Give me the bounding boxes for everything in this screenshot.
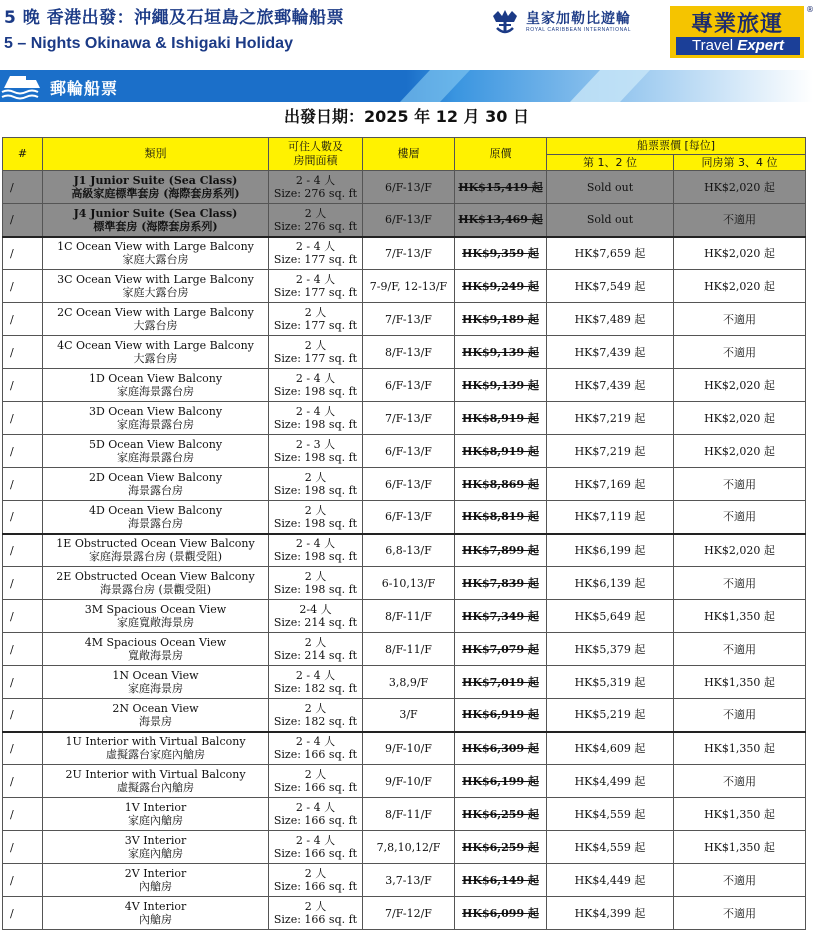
row-number: / bbox=[3, 897, 43, 930]
cabin-category: 3C Ocean View with Large Balcony 家庭大露台房 bbox=[43, 270, 269, 303]
deck-floors: 3/F bbox=[363, 699, 455, 732]
original-price: HK$6,149 起 bbox=[455, 864, 547, 897]
fare-guest-1-2: HK$4,609 起 bbox=[547, 732, 674, 765]
cabin-category: 2C Ocean View with Large Balcony 大露台房 bbox=[43, 303, 269, 336]
table-row bbox=[3, 369, 806, 402]
original-price: HK$6,099 起 bbox=[455, 897, 547, 930]
original-price: HK$15,419 起 bbox=[455, 171, 547, 204]
cabin-category: 2V Interior 內艙房 bbox=[43, 864, 269, 897]
fare-guest-1-2: HK$4,399 起 bbox=[547, 897, 674, 930]
row-number: / bbox=[3, 303, 43, 336]
cabin-category: 2U Interior with Virtual Balcony 虛擬露台內艙房 bbox=[43, 765, 269, 798]
fare-guest-3-4: 不適用 bbox=[674, 567, 806, 600]
fare-guest-3-4: HK$2,020 起 bbox=[674, 270, 806, 303]
row-number: / bbox=[3, 237, 43, 270]
row-number: / bbox=[3, 864, 43, 897]
row-number: / bbox=[3, 732, 43, 765]
cabin-category: 5D Ocean View Balcony 家庭海景露台房 bbox=[43, 435, 269, 468]
row-number: / bbox=[3, 699, 43, 732]
fare-guest-3-4: HK$2,020 起 bbox=[674, 402, 806, 435]
row-number: / bbox=[3, 369, 43, 402]
fare-guest-1-2: Sold out bbox=[547, 204, 674, 237]
fare-guest-1-2: HK$7,169 起 bbox=[547, 468, 674, 501]
section-banner bbox=[0, 70, 813, 102]
table-row bbox=[3, 765, 806, 798]
deck-floors: 7,8,10,12/F bbox=[363, 831, 455, 864]
table-row bbox=[3, 534, 806, 567]
deck-floors: 9/F-10/F bbox=[363, 765, 455, 798]
header-category: 類別 bbox=[43, 138, 269, 171]
deck-floors: 7/F-13/F bbox=[363, 303, 455, 336]
original-price: HK$8,819 起 bbox=[455, 501, 547, 534]
table-row bbox=[3, 897, 806, 930]
fare-guest-1-2: HK$4,449 起 bbox=[547, 864, 674, 897]
occupancy-and-size: 2-4 人 Size: 214 sq. ft bbox=[269, 600, 363, 633]
cabin-category: J4 Junior Suite (Sea Class) 標準套房 (海際套房系列) bbox=[43, 204, 269, 237]
fare-guest-1-2: HK$7,439 起 bbox=[547, 336, 674, 369]
table-row bbox=[3, 435, 806, 468]
fare-guest-3-4: 不適用 bbox=[674, 336, 806, 369]
brand-name-english: ROYAL CARIBBEAN INTERNATIONAL bbox=[526, 27, 632, 33]
header-num: # bbox=[3, 138, 43, 171]
fare-guest-1-2: HK$5,379 起 bbox=[547, 633, 674, 666]
brand-name-chinese: 皇家加勒比遊輪 bbox=[526, 11, 631, 27]
occupancy-and-size: 2 人 Size: 166 sq. ft bbox=[269, 864, 363, 897]
deck-floors: 6,8-13/F bbox=[363, 534, 455, 567]
occupancy-and-size: 2 人 Size: 182 sq. ft bbox=[269, 699, 363, 732]
header-occupancy: 可住人數及 房間面積 bbox=[269, 138, 363, 171]
original-price: HK$13,469 起 bbox=[455, 204, 547, 237]
deck-floors: 3,7-13/F bbox=[363, 864, 455, 897]
fare-guest-3-4: HK$1,350 起 bbox=[674, 732, 806, 765]
cabin-category: 3V Interior 家庭內艙房 bbox=[43, 831, 269, 864]
occupancy-and-size: 2 人 Size: 276 sq. ft bbox=[269, 204, 363, 237]
deck-floors: 7/F-13/F bbox=[363, 402, 455, 435]
occupancy-and-size: 2 - 4 人 Size: 166 sq. ft bbox=[269, 732, 363, 765]
original-price: HK$8,869 起 bbox=[455, 468, 547, 501]
row-number: / bbox=[3, 633, 43, 666]
deck-floors: 8/F-11/F bbox=[363, 798, 455, 831]
table-row bbox=[3, 864, 806, 897]
fare-guest-3-4: HK$2,020 起 bbox=[674, 171, 806, 204]
original-price: HK$6,919 起 bbox=[455, 699, 547, 732]
fare-guest-1-2: HK$7,219 起 bbox=[547, 402, 674, 435]
occupancy-and-size: 2 - 4 人 Size: 276 sq. ft bbox=[269, 171, 363, 204]
original-price: HK$6,259 起 bbox=[455, 831, 547, 864]
occupancy-and-size: 2 人 Size: 198 sq. ft bbox=[269, 567, 363, 600]
travel-expert-logo bbox=[670, 6, 804, 58]
cabin-category: 1C Ocean View with Large Balcony 家庭大露台房 bbox=[43, 237, 269, 270]
table-row bbox=[3, 501, 806, 534]
fare-guest-1-2: HK$5,649 起 bbox=[547, 600, 674, 633]
fare-guest-3-4: HK$2,020 起 bbox=[674, 237, 806, 270]
table-row bbox=[3, 237, 806, 270]
table-row bbox=[3, 831, 806, 864]
fare-guest-3-4: 不適用 bbox=[674, 699, 806, 732]
deck-floors: 7/F-13/F bbox=[363, 237, 455, 270]
deck-floors: 6-10,13/F bbox=[363, 567, 455, 600]
fare-guest-3-4: HK$1,350 起 bbox=[674, 798, 806, 831]
row-number: / bbox=[3, 567, 43, 600]
occupancy-and-size: 2 人 Size: 177 sq. ft bbox=[269, 303, 363, 336]
fare-guest-3-4: 不適用 bbox=[674, 633, 806, 666]
deck-floors: 3,8,9/F bbox=[363, 666, 455, 699]
table-row bbox=[3, 402, 806, 435]
cabin-category: 3D Ocean View Balcony 家庭海景露台房 bbox=[43, 402, 269, 435]
row-number: / bbox=[3, 336, 43, 369]
cabin-category: J1 Junior Suite (Sea Class) 高級家庭標準套房 (海際套房系列) bbox=[43, 171, 269, 204]
row-number: / bbox=[3, 831, 43, 864]
fare-guest-3-4: 不適用 bbox=[674, 303, 806, 336]
table-row bbox=[3, 204, 806, 237]
fare-guest-3-4: 不適用 bbox=[674, 765, 806, 798]
row-number: / bbox=[3, 402, 43, 435]
deck-floors: 9/F-10/F bbox=[363, 732, 455, 765]
occupancy-and-size: 2 人 Size: 198 sq. ft bbox=[269, 468, 363, 501]
original-price: HK$9,249 起 bbox=[455, 270, 547, 303]
row-number: / bbox=[3, 435, 43, 468]
cabin-category: 1N Ocean View 家庭海景房 bbox=[43, 666, 269, 699]
registered-mark: ® bbox=[806, 5, 814, 14]
row-number: / bbox=[3, 534, 43, 567]
fare-guest-1-2: HK$7,549 起 bbox=[547, 270, 674, 303]
fare-guest-1-2: HK$5,219 起 bbox=[547, 699, 674, 732]
row-number: / bbox=[3, 600, 43, 633]
original-price: HK$7,019 起 bbox=[455, 666, 547, 699]
deck-floors: 8/F-11/F bbox=[363, 633, 455, 666]
original-price: HK$7,899 起 bbox=[455, 534, 547, 567]
table-row bbox=[3, 468, 806, 501]
cabin-category: 4C Ocean View with Large Balcony 大露台房 bbox=[43, 336, 269, 369]
header-fare-guest-1-2: 第 1、2 位 bbox=[547, 155, 674, 171]
cabin-category: 2E Obstructed Ocean View Balcony 海景露台房 (景觀受阻) bbox=[43, 567, 269, 600]
cabin-category: 3M Spacious Ocean View 家庭寬敞海景房 bbox=[43, 600, 269, 633]
original-price: HK$8,919 起 bbox=[455, 402, 547, 435]
table-row bbox=[3, 303, 806, 336]
header-deck: 樓層 bbox=[363, 138, 455, 171]
cabin-category: 2N Ocean View 海景房 bbox=[43, 699, 269, 732]
row-number: / bbox=[3, 468, 43, 501]
row-number: / bbox=[3, 204, 43, 237]
row-number: / bbox=[3, 798, 43, 831]
table-row bbox=[3, 666, 806, 699]
fare-guest-1-2: HK$6,139 起 bbox=[547, 567, 674, 600]
deck-floors: 6/F-13/F bbox=[363, 501, 455, 534]
original-price: HK$6,309 起 bbox=[455, 732, 547, 765]
original-price: HK$9,189 起 bbox=[455, 303, 547, 336]
occupancy-and-size: 2 人 Size: 198 sq. ft bbox=[269, 501, 363, 534]
deck-floors: 6/F-13/F bbox=[363, 369, 455, 402]
cabin-category: 1E Obstructed Ocean View Balcony 家庭海景露台房 (景觀受阻) bbox=[43, 534, 269, 567]
table-row bbox=[3, 798, 806, 831]
original-price: HK$9,139 起 bbox=[455, 369, 547, 402]
fare-guest-1-2: HK$5,319 起 bbox=[547, 666, 674, 699]
cabin-category: 2D Ocean View Balcony 海景露台房 bbox=[43, 468, 269, 501]
crown-anchor-icon bbox=[490, 8, 520, 36]
occupancy-and-size: 2 人 Size: 177 sq. ft bbox=[269, 336, 363, 369]
fare-guest-3-4: 不適用 bbox=[674, 468, 806, 501]
row-number: / bbox=[3, 666, 43, 699]
fare-guest-3-4: 不適用 bbox=[674, 897, 806, 930]
occupancy-and-size: 2 人 Size: 166 sq. ft bbox=[269, 897, 363, 930]
occupancy-and-size: 2 - 4 人 Size: 198 sq. ft bbox=[269, 534, 363, 567]
fare-guest-3-4: 不適用 bbox=[674, 501, 806, 534]
deck-floors: 8/F-13/F bbox=[363, 336, 455, 369]
deck-floors: 7-9/F, 12-13/F bbox=[363, 270, 455, 303]
section-title: 郵輪船票 bbox=[50, 79, 119, 98]
row-number: / bbox=[3, 765, 43, 798]
cabin-category: 1U Interior with Virtual Balcony 虛擬露台家庭內艙房 bbox=[43, 732, 269, 765]
deck-floors: 6/F-13/F bbox=[363, 204, 455, 237]
fare-guest-3-4: 不適用 bbox=[674, 864, 806, 897]
original-price: HK$7,349 起 bbox=[455, 600, 547, 633]
fare-guest-1-2: HK$7,659 起 bbox=[547, 237, 674, 270]
original-price: HK$9,359 起 bbox=[455, 237, 547, 270]
fare-guest-3-4: HK$2,020 起 bbox=[674, 369, 806, 402]
cabin-category: 1D Ocean View Balcony 家庭海景露台房 bbox=[43, 369, 269, 402]
occupancy-and-size: 2 - 4 人 Size: 198 sq. ft bbox=[269, 402, 363, 435]
table-row bbox=[3, 567, 806, 600]
header-fare: 船票票價 [每位] bbox=[547, 138, 806, 155]
royal-caribbean-logo bbox=[490, 6, 640, 36]
table-row bbox=[3, 270, 806, 303]
occupancy-and-size: 2 人 Size: 166 sq. ft bbox=[269, 765, 363, 798]
fare-guest-3-4: HK$1,350 起 bbox=[674, 600, 806, 633]
table-row bbox=[3, 633, 806, 666]
row-number: / bbox=[3, 171, 43, 204]
fare-guest-1-2: Sold out bbox=[547, 171, 674, 204]
row-number: / bbox=[3, 270, 43, 303]
fare-guest-1-2: HK$7,219 起 bbox=[547, 435, 674, 468]
cabin-category: 4V Interior 內艙房 bbox=[43, 897, 269, 930]
deck-floors: 7/F-12/F bbox=[363, 897, 455, 930]
occupancy-and-size: 2 - 4 人 Size: 177 sq. ft bbox=[269, 270, 363, 303]
fare-guest-1-2: HK$4,559 起 bbox=[547, 831, 674, 864]
table-row bbox=[3, 336, 806, 369]
page-title-chinese: 5 晚 香港出發：沖繩及石垣島之旅郵輪船票 bbox=[4, 8, 345, 28]
fare-guest-3-4: 不適用 bbox=[674, 204, 806, 237]
fare-guest-1-2: HK$7,119 起 bbox=[547, 501, 674, 534]
occupancy-and-size: 2 - 4 人 Size: 182 sq. ft bbox=[269, 666, 363, 699]
occupancy-and-size: 2 - 4 人 Size: 198 sq. ft bbox=[269, 369, 363, 402]
cabin-category: 4D Ocean View Balcony 海景露台房 bbox=[43, 501, 269, 534]
header-original-price: 原價 bbox=[455, 138, 547, 171]
fare-guest-1-2: HK$7,489 起 bbox=[547, 303, 674, 336]
fare-guest-3-4: HK$2,020 起 bbox=[674, 534, 806, 567]
occupancy-and-size: 2 人 Size: 214 sq. ft bbox=[269, 633, 363, 666]
fare-guest-1-2: HK$4,559 起 bbox=[547, 798, 674, 831]
occupancy-and-size: 2 - 4 人 Size: 166 sq. ft bbox=[269, 831, 363, 864]
table-row bbox=[3, 600, 806, 633]
cabin-category: 1V Interior 家庭內艙房 bbox=[43, 798, 269, 831]
page-title-english: 5 – Nights Okinawa & Ishigaki Holiday bbox=[4, 35, 293, 52]
occupancy-and-size: 2 - 4 人 Size: 177 sq. ft bbox=[269, 237, 363, 270]
fare-guest-1-2: HK$6,199 起 bbox=[547, 534, 674, 567]
deck-floors: 6/F-13/F bbox=[363, 468, 455, 501]
agency-name-chinese: 專業旅運 bbox=[690, 12, 783, 37]
table-row bbox=[3, 171, 806, 204]
occupancy-and-size: 2 - 3 人 Size: 198 sq. ft bbox=[269, 435, 363, 468]
cabin-category: 4M Spacious Ocean View 寬敞海景房 bbox=[43, 633, 269, 666]
departure-date: 出發日期：2025 年 12 月 30 日 bbox=[284, 107, 529, 126]
row-number: / bbox=[3, 501, 43, 534]
original-price: HK$9,139 起 bbox=[455, 336, 547, 369]
fare-guest-1-2: HK$7,439 起 bbox=[547, 369, 674, 402]
original-price: HK$8,919 起 bbox=[455, 435, 547, 468]
occupancy-and-size: 2 - 4 人 Size: 166 sq. ft bbox=[269, 798, 363, 831]
deck-floors: 6/F-13/F bbox=[363, 171, 455, 204]
fare-guest-3-4: HK$1,350 起 bbox=[674, 666, 806, 699]
original-price: HK$7,839 起 bbox=[455, 567, 547, 600]
header-fare-guest-3-4: 同房第 3、4 位 bbox=[674, 155, 806, 171]
original-price: HK$7,079 起 bbox=[455, 633, 547, 666]
table-row bbox=[3, 699, 806, 732]
fare-table bbox=[2, 137, 806, 930]
fare-guest-3-4: HK$1,350 起 bbox=[674, 831, 806, 864]
original-price: HK$6,199 起 bbox=[455, 765, 547, 798]
original-price: HK$6,259 起 bbox=[455, 798, 547, 831]
fare-guest-3-4: HK$2,020 起 bbox=[674, 435, 806, 468]
agency-name-english: Travel Expert bbox=[676, 37, 800, 55]
table-row bbox=[3, 732, 806, 765]
deck-floors: 8/F-11/F bbox=[363, 600, 455, 633]
fare-guest-1-2: HK$4,499 起 bbox=[547, 765, 674, 798]
deck-floors: 6/F-13/F bbox=[363, 435, 455, 468]
